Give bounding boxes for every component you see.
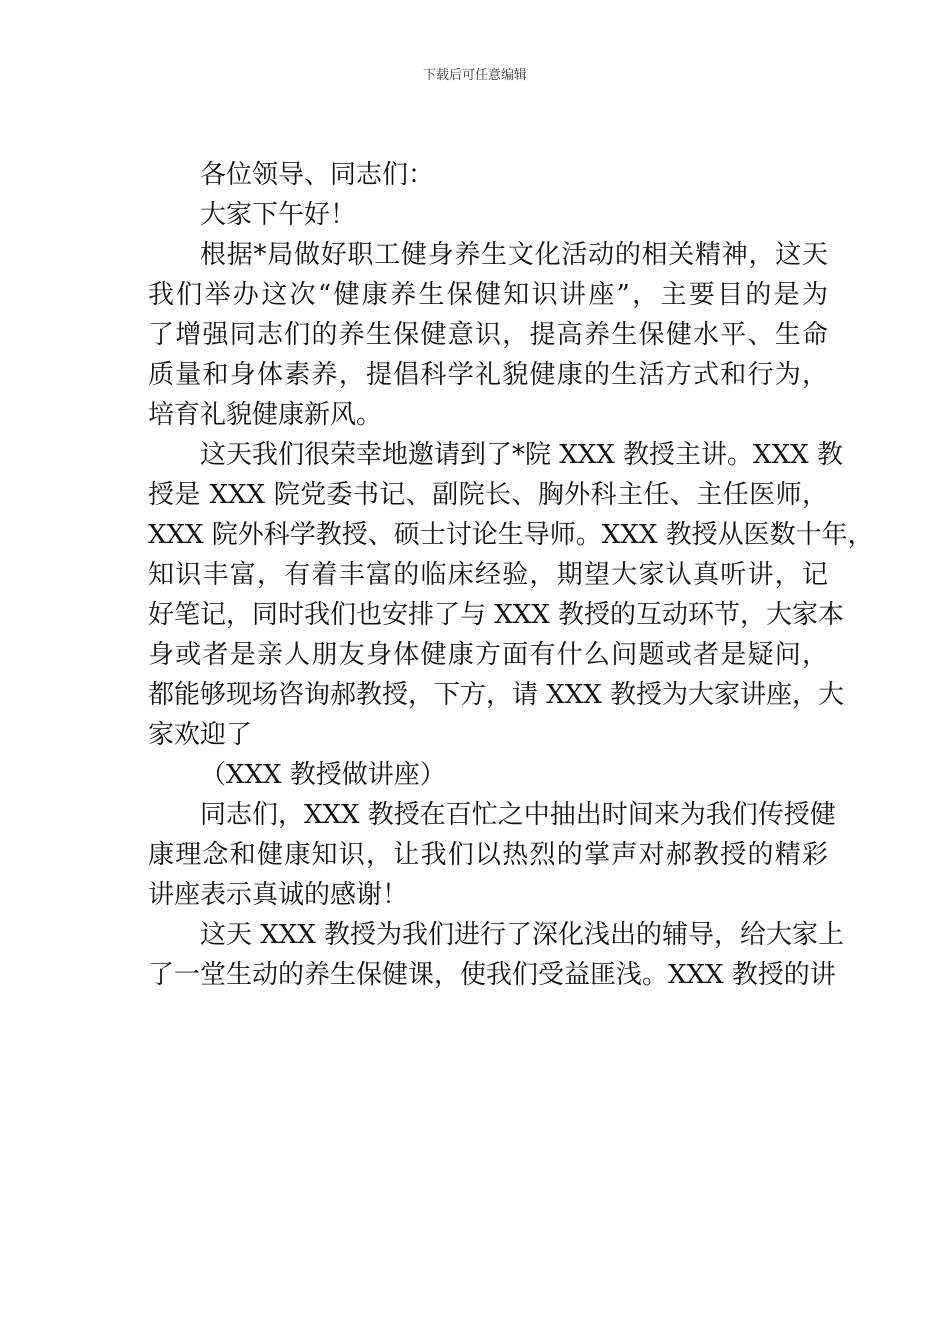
paragraph-line: 培育礼貌健康新风。 <box>148 400 383 430</box>
stage-direction-line: （XXX 教授做讲座） <box>200 760 446 790</box>
paragraph-line: 同志们，XXX 教授在百忙之中抽出时间来为我们传授健 <box>200 800 836 830</box>
paragraph-line: 讲座表示真诚的感谢！ <box>148 880 409 910</box>
paragraph-line: 这天 XXX 教授为我们进行了深化浅出的辅导，给大家上 <box>200 920 845 950</box>
paragraph-line: 家欢迎了 <box>148 720 253 750</box>
paragraph-line: 身或者是亲人朋友身体健康方面有什么问题或者是疑问， <box>148 640 828 670</box>
paragraph-line: XXX 院外科学教授、硕士讨论生导师。XXX 教授从医数十年， <box>148 520 874 550</box>
paragraph-line: 这天我们很荣幸地邀请到了*院 XXX 教授主讲。XXX 教 <box>200 440 843 470</box>
paragraph-line: 我们举办这次“健康养生保健知识讲座”，主要目的是为 <box>148 280 828 310</box>
paragraph-line: 授是 XXX 院党委书记、副院长、胸外科主任、主任医师， <box>148 480 828 510</box>
paragraph-line: 质量和身体素养，提倡科学礼貌健康的生活方式和行为， <box>148 360 828 390</box>
greeting-line: 各位领导、同志们： <box>200 160 435 190</box>
paragraph-line: 知识丰富，有着丰富的临床经验，期望大家认真听讲，记 <box>148 560 828 590</box>
paragraph-line: 了一堂生动的养生保健课，使我们受益匪浅。XXX 教授的讲 <box>148 960 836 990</box>
paragraph-line: 好笔记，同时我们也安排了与 XXX 教授的互动环节，大家本 <box>148 600 845 630</box>
document-body <box>148 155 874 995</box>
paragraph-line: 都能够现场咨询郝教授，下方，请 XXX 教授为大家讲座，大 <box>148 680 845 710</box>
page-header-note: 下载后可任意编辑 <box>422 68 527 83</box>
paragraph-line: 根据*局做好职工健身养生文化活动的相关精神，这天 <box>200 240 828 270</box>
salutation-line: 大家下午好！ <box>200 200 357 230</box>
paragraph-line: 了增强同志们的养生保健意识，提高养生保健水平、生命 <box>148 320 828 350</box>
paragraph-line: 康理念和健康知识，让我们以热烈的掌声对郝教授的精彩 <box>148 840 828 870</box>
